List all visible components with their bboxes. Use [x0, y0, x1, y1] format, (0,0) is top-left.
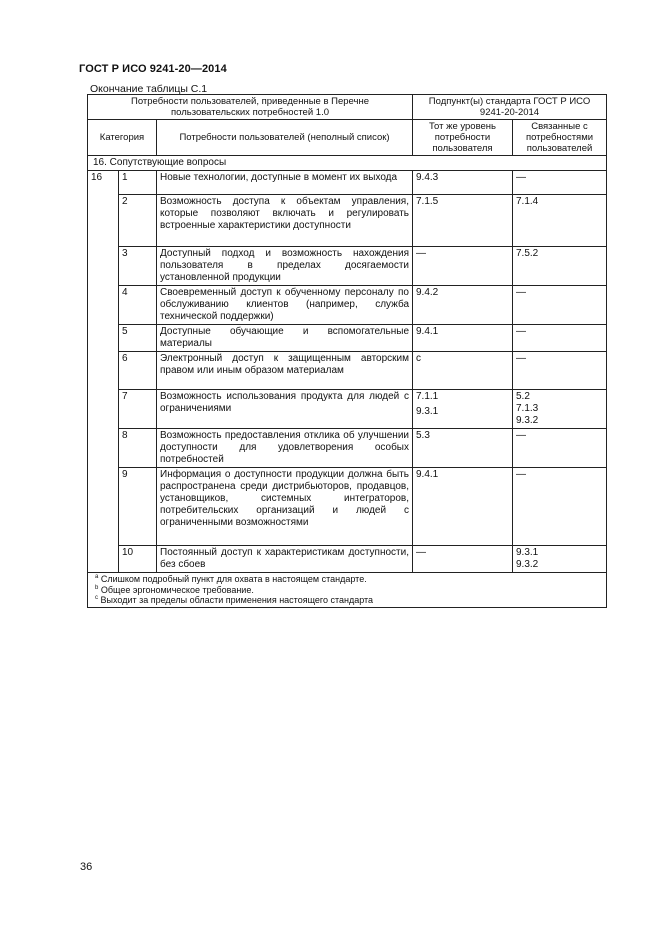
subclause-ref: 9.3.1: [516, 547, 539, 558]
category-cell: [88, 390, 119, 429]
need-text: Доступный подход и возможность нахождения пользователя в пределах досягаемости установленной продукции: [157, 247, 413, 286]
same-level-cell: [413, 390, 513, 429]
item-number: 10: [119, 546, 157, 573]
table-row: [88, 247, 607, 286]
footnote-mark: b: [95, 584, 99, 591]
need-text: Постоянный доступ к характеристикам доступности, без сбоев: [157, 546, 413, 573]
item-number: 9: [119, 468, 157, 546]
item-number: 1: [119, 171, 157, 195]
header-related: Связанные с потребностями пользователей: [513, 120, 607, 156]
header-row-1: [88, 95, 607, 120]
subclause-ref: 7.1.3: [516, 403, 539, 414]
subclause-ref: 9.3.2: [516, 559, 539, 570]
subclause-ref: 7.1.4: [516, 196, 539, 207]
header-category: Категория: [88, 120, 157, 156]
item-number: 6: [119, 352, 157, 390]
subclause-ref: 5.3: [416, 430, 430, 441]
item-number: 3: [119, 247, 157, 286]
subclause-ref: 9.3.2: [516, 415, 539, 426]
subclause-ref: —: [416, 248, 426, 259]
footnote-text: Общее эргономическое требование.: [100, 584, 254, 595]
need-text: Возможность доступа к объектам управления, которые позволяют включать и регулировать встроенные характеристики доступности: [157, 195, 413, 247]
table-caption: Окончание таблицы С.1: [90, 83, 208, 95]
same-level-cell: [413, 429, 513, 468]
related-cell: [513, 325, 607, 352]
header-subclause-group: Подпункт(ы) стандарта ГОСТ Р ИСО 9241-20-2014: [413, 95, 607, 120]
category-cell: [88, 352, 119, 390]
related-cell: [513, 171, 607, 195]
section-row: [88, 156, 607, 171]
related-cell: [513, 286, 607, 325]
subclause-ref: —: [516, 326, 526, 337]
category-cell: [88, 468, 119, 546]
same-level-cell: [413, 247, 513, 286]
table-row: [88, 352, 607, 390]
same-level-cell: [413, 286, 513, 325]
footnote-mark: c: [95, 595, 98, 601]
category-cell: [88, 247, 119, 286]
need-text: Информация о доступности продукции должна быть распространена среди дистрибьюторов, продавцов, установщиков, системных интеграторов, потребительских организаций и людей с ограниченными возможностями: [157, 468, 413, 546]
section-title: 16. Сопутствующие вопросы: [88, 156, 607, 171]
item-number: 2: [119, 195, 157, 247]
same-level-cell: [413, 546, 513, 573]
table-row: [88, 429, 607, 468]
table-row: [88, 468, 607, 546]
footnote-text: Выходит за пределы области применения настоящего стандарта: [100, 595, 374, 605]
same-level-cell: [413, 325, 513, 352]
table-row: [88, 286, 607, 325]
footnote: [91, 574, 603, 585]
category-cell: [88, 195, 119, 247]
header-needs-group: Потребности пользователей, приведенные в Перечне пользовательских потребностей 1.0: [88, 95, 413, 120]
footnotes-cell: [88, 573, 607, 608]
subclause-ref: 9.4.1: [416, 469, 439, 480]
subclause-ref: —: [516, 353, 526, 364]
subclause-ref: 9.4.2: [416, 287, 439, 298]
related-cell: [513, 468, 607, 546]
same-level-cell: [413, 352, 513, 390]
subclause-ref: —: [416, 547, 426, 558]
category-cell: [88, 546, 119, 573]
header-needs-list: Потребности пользователей (неполный список): [157, 120, 413, 156]
category-cell: [88, 429, 119, 468]
footnote: [91, 595, 603, 606]
table-row: [88, 390, 607, 429]
footnote-text: Слишком подробный пункт для охвата в настоящем стандарте.: [100, 574, 367, 584]
subclause-ref: 5.2: [516, 391, 530, 402]
subclause-ref: 7.1.1: [416, 391, 439, 402]
subclause-ref: c: [416, 353, 421, 364]
subclause-ref: 9.3.1: [416, 406, 439, 417]
same-level-cell: [413, 195, 513, 247]
footnotes-row: [88, 573, 607, 608]
category-cell: [88, 325, 119, 352]
related-cell: [513, 195, 607, 247]
same-level-cell: [413, 468, 513, 546]
header-same-level: Тот же уровень потребности пользователя: [413, 120, 513, 156]
subclause-ref: —: [516, 287, 526, 298]
document-header: ГОСТ Р ИСО 9241-20—2014: [79, 63, 227, 75]
needs-table: [87, 94, 607, 608]
table-row: [88, 325, 607, 352]
related-cell: [513, 390, 607, 429]
header-row-2: [88, 120, 607, 156]
subclause-ref: 9.4.1: [416, 326, 439, 337]
table-row: [88, 546, 607, 573]
subclause-ref: —: [516, 469, 526, 480]
footnote: [91, 585, 603, 596]
related-cell: [513, 352, 607, 390]
related-cell: [513, 546, 607, 573]
subclause-ref: 7.1.5: [416, 196, 439, 207]
item-number: 8: [119, 429, 157, 468]
table-row: [88, 195, 607, 247]
need-text: Возможность предоставления отклика об улучшении доступности для удовлетворения особых потребностей: [157, 429, 413, 468]
need-text: Возможность использования продукта для людей с ограничениями: [157, 390, 413, 429]
need-text: Своевременный доступ к обученному персоналу по обслуживанию клиентов (например, служба технической поддержки): [157, 286, 413, 325]
footnote-mark: a: [95, 574, 99, 580]
subclause-ref: 9.4.3: [416, 172, 439, 183]
item-number: 5: [119, 325, 157, 352]
same-level-cell: [413, 171, 513, 195]
item-number: 4: [119, 286, 157, 325]
need-text: Новые технологии, доступные в момент их выхода: [157, 171, 413, 195]
subclause-ref: —: [516, 172, 526, 183]
page-number: 36: [80, 861, 93, 873]
table-row: [88, 171, 607, 195]
subclause-ref: 7.5.2: [516, 248, 539, 259]
category-cell: [88, 286, 119, 325]
item-number: 7: [119, 390, 157, 429]
need-text: Доступные обучающие и вспомогательные материалы: [157, 325, 413, 352]
related-cell: [513, 429, 607, 468]
subclause-ref: —: [516, 430, 526, 441]
related-cell: [513, 247, 607, 286]
need-text: Электронный доступ к защищенным авторским правом или иным образом материалам: [157, 352, 413, 390]
category-cell: 16: [88, 171, 119, 195]
